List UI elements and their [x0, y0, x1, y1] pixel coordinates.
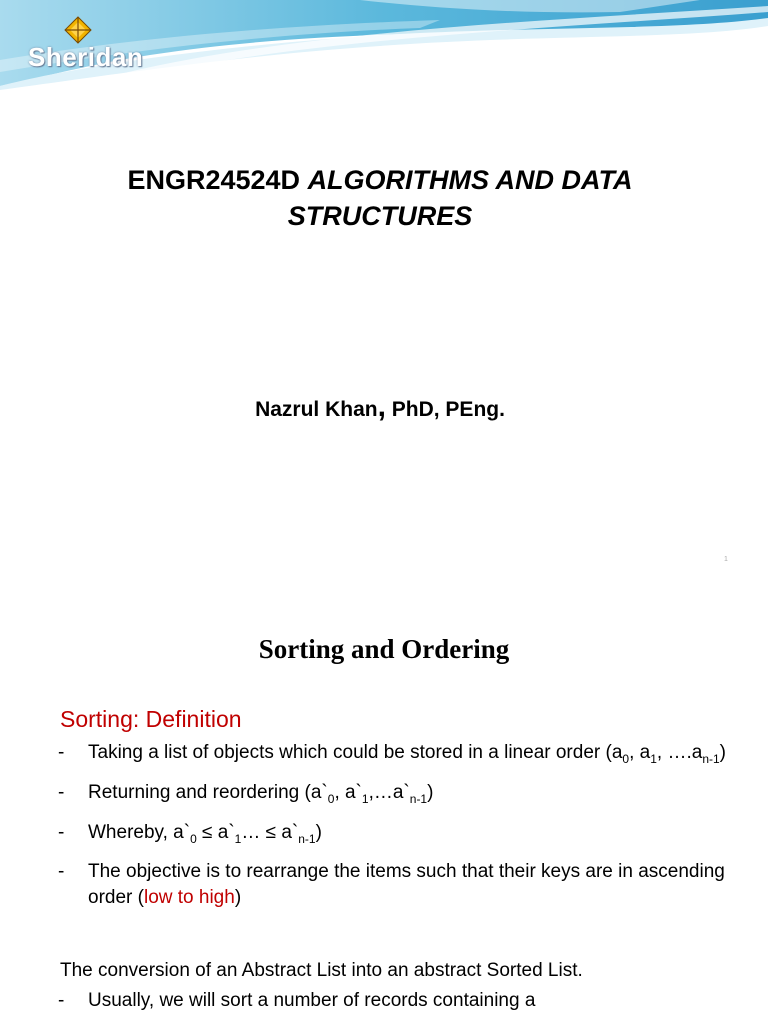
course-title: [60, 162, 700, 234]
logo-text: Sheridan: [28, 42, 144, 72]
list-item: [58, 859, 758, 911]
subscript: 1: [361, 791, 369, 806]
author-comma: ,: [377, 390, 386, 423]
subscript: 0: [327, 791, 335, 806]
list-item: [58, 740, 758, 772]
list-item: [58, 780, 758, 812]
author-line: [60, 390, 700, 424]
bullet-text: ): [234, 887, 242, 909]
subscript: n-1: [298, 831, 316, 846]
bullet-text: Usually, we will sort a number of records containing a: [88, 990, 536, 1011]
bullet-text: ): [315, 821, 322, 843]
subscript: 1: [650, 751, 657, 766]
bullet-text: Whereby, a`: [88, 821, 191, 843]
subscript: 1: [234, 831, 242, 846]
slide-number: 1: [724, 556, 728, 563]
bullet-text: Returning and reordering (a`: [88, 781, 328, 803]
bullet-text: The objective is to rearrange the items such that their keys are in ascending order (: [88, 861, 725, 909]
content-slide: [0, 600, 768, 1024]
bullet-dash: -: [58, 742, 65, 763]
bullet-text: , a`: [334, 781, 362, 803]
course-name-line1: ALGORITHMS AND DATA: [307, 165, 633, 195]
bullet-text: , ….a: [656, 742, 703, 763]
list-item: [58, 820, 758, 852]
bullet-text: ): [427, 781, 434, 803]
section-heading: Sorting: Definition: [60, 706, 242, 732]
bullet-dash: -: [58, 990, 65, 1011]
subscript: n-1: [409, 791, 428, 806]
highlight-text: low to high: [143, 887, 235, 909]
subscript: 0: [190, 831, 197, 846]
slide-title: Sorting and Ordering: [258, 634, 510, 664]
bullet-text: Taking a list of objects which could be stored in a linear order (a: [88, 742, 623, 763]
subscript: n-1: [702, 751, 720, 766]
bullet-text: ,…a`: [368, 781, 410, 803]
author-credentials: PhD, PEng.: [385, 398, 505, 421]
bullet-text: ): [719, 742, 726, 763]
records-list: [58, 988, 758, 1022]
course-name-line2: STRUCTURES: [287, 201, 473, 231]
course-code: ENGR24524D: [127, 165, 301, 195]
bullet-dash: -: [58, 781, 65, 803]
sheridan-logo: [28, 16, 158, 76]
bullet-dash: -: [58, 861, 65, 883]
bullet-text: ≤ a`: [196, 821, 235, 843]
list-item: [58, 988, 758, 1014]
bullet-dash: -: [58, 821, 65, 843]
bullet-text: … ≤ a`: [241, 821, 299, 843]
definition-list: [58, 740, 758, 919]
subscript: 0: [622, 751, 630, 766]
logo-diamond-icon: [64, 16, 92, 44]
conversion-text: The conversion of an Abstract List into an abstract Sorted List.: [60, 960, 583, 981]
author-name: Nazrul Khan: [255, 398, 378, 421]
bullet-text: , a: [629, 742, 651, 763]
